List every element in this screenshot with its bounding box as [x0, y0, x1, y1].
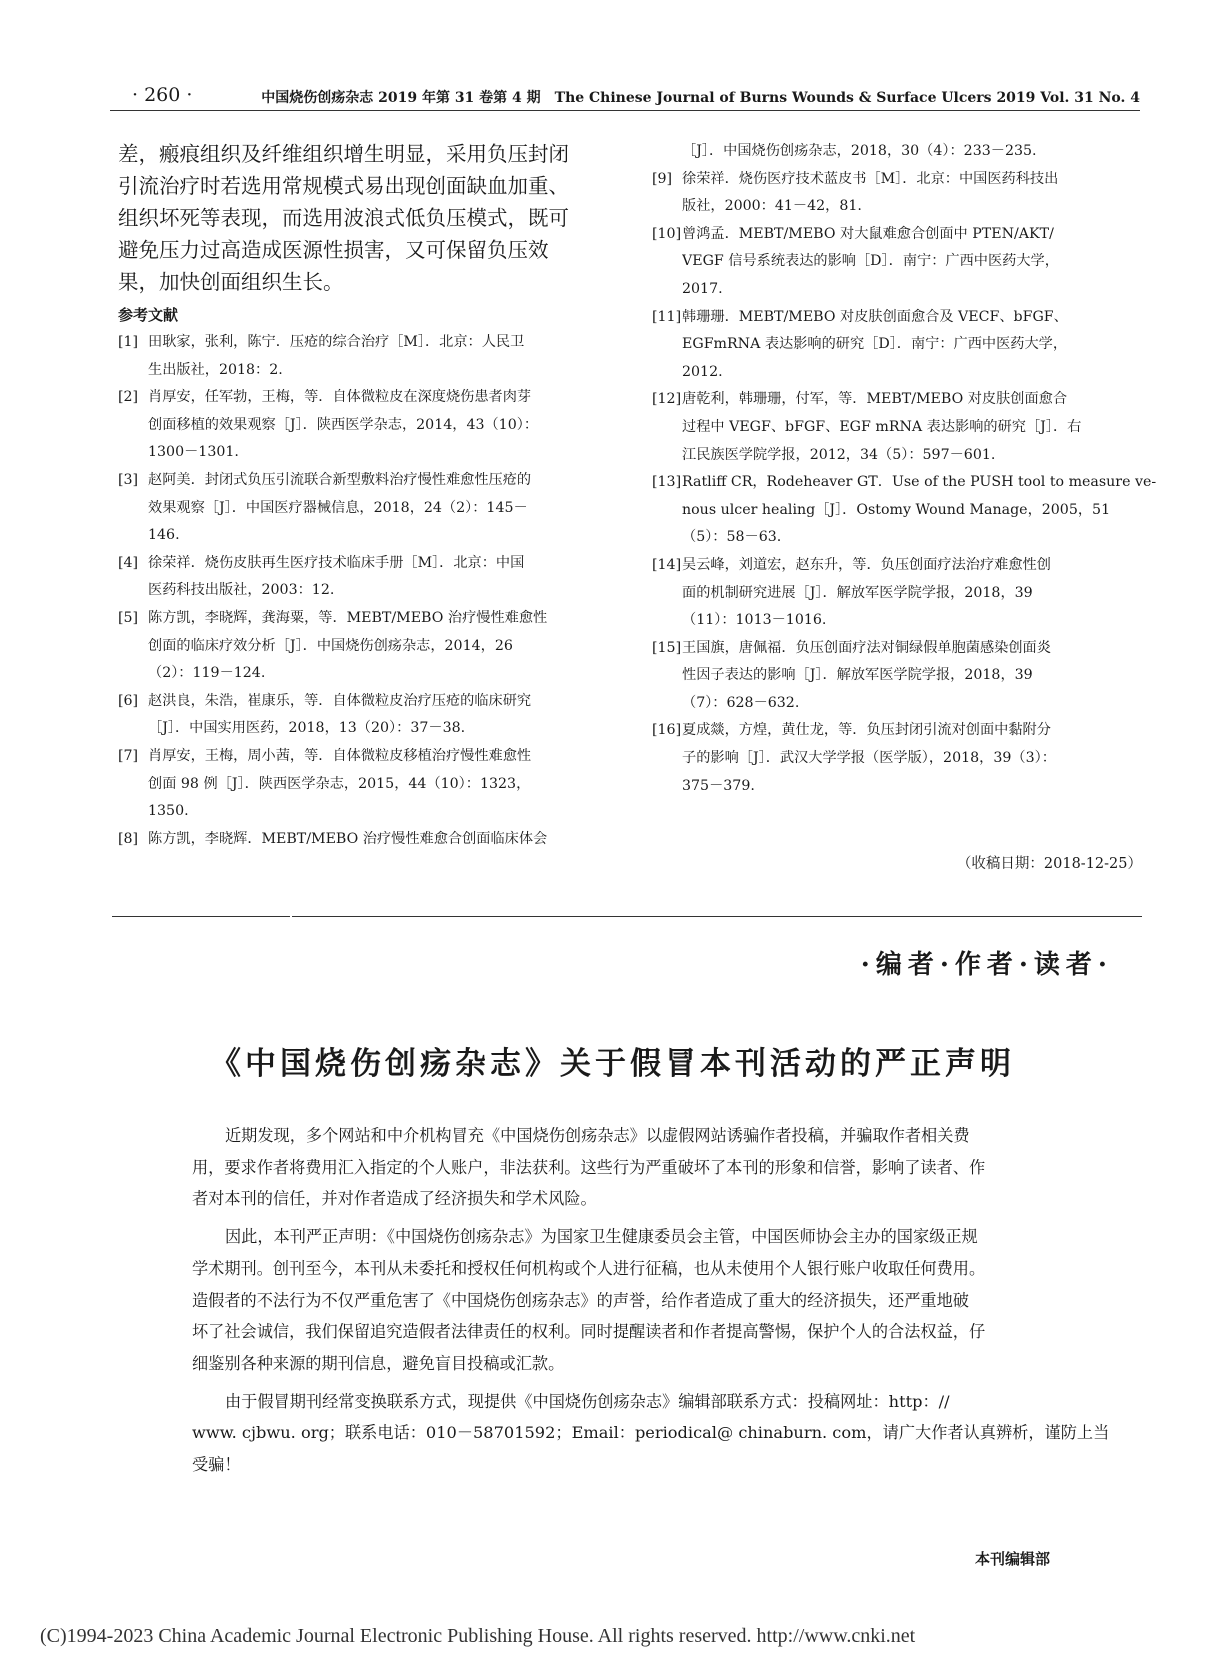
reference-line: 创面的临床疗效分析［J］．中国烧伤创疡杂志，2014，26	[148, 637, 513, 654]
reference-line: 面的机制研究进展［J］．解放军医学院学报，2018，39	[682, 584, 1033, 601]
notice-line: 者对本刊的信任，并对作者造成了经济损失和学术风险。	[192, 1189, 597, 1209]
reference-number: [14]	[652, 556, 682, 573]
reference-text	[148, 688, 608, 743]
reference-number: [5]	[118, 609, 139, 626]
notice-title: 《中国烧伤创疡杂志》关于假冒本刊活动的严正声明	[210, 1046, 1015, 1082]
reference-line: 146.	[148, 527, 180, 544]
reference-text	[682, 717, 1142, 800]
reference-number: [8]	[118, 830, 139, 847]
reference-text	[682, 469, 1156, 552]
reference-item	[118, 743, 608, 826]
notice-line: www. cjbwu. org；联系电话：010－58701592；Email：periodical@ chinaburn. com，请广大作者认真辨析，谨防上当	[192, 1423, 1110, 1443]
reference-line: 医药科技出版社，2003：12.	[148, 582, 335, 599]
reference-number: [9]	[652, 170, 673, 187]
reference-line: 陈方凯，李晓辉．MEBT/MEBO 治疗慢性难愈合创面临床体会	[148, 830, 548, 847]
notice-signature: 本刊编辑部	[974, 1550, 1050, 1568]
reference-number: [7]	[118, 747, 139, 764]
reference-number: [16]	[652, 722, 682, 739]
notice-line: 因此，本刊严正声明：《中国烧伤创疡杂志》为国家卫生健康委员会主管，中国医师协会主办的国家级正规	[225, 1227, 978, 1247]
reference-line: 版社，2000：41－42，81.	[682, 198, 862, 215]
reference-text	[148, 467, 608, 550]
reference-number: [15]	[652, 639, 682, 656]
notice-line: 近期发现，多个网站和中介机构冒充《中国烧伤创疡杂志》以虚假网站诱骗作者投稿，并骗取作者相关费	[225, 1126, 970, 1145]
journal-running-title: 中国烧伤创疡杂志 2019 年第 31 卷第 4 期 The Chinese Journal of Burns Wounds & Surface Ulcers 2019 Vol. 31 No. 4	[261, 90, 1140, 106]
reference-item	[652, 717, 1142, 800]
reference-line: 韩珊珊．MEBT/MEBO 对皮肤创面愈合及 VECF、bFGF、	[682, 308, 1068, 325]
copyright-footer: (C)1994-2023 China Academic Journal Electronic Publishing House. All rights reserved. http://www.cnki.net	[40, 1625, 916, 1647]
reference-text	[682, 166, 1142, 221]
notice-line: 学术期刊。创刊至今，本刊从未委托和授权任何机构或个人进行征稿，也从未使用个人银行账户收取任何费用。	[192, 1258, 986, 1278]
reference-line: 375－379.	[682, 777, 755, 794]
reference-text	[148, 384, 608, 467]
reference-item	[652, 166, 1142, 221]
reference-8-continuation: ［J］．中国烧伤创疡杂志，2018，30（4）：233－235.	[682, 143, 1037, 159]
reference-line: 过程中 VEGF、bFGF、EGF mRNA 表达影响的研究［J］．右	[682, 418, 1082, 435]
separator-rule	[292, 916, 1142, 917]
page-header	[110, 80, 1140, 110]
body-paragraph	[118, 138, 608, 298]
notice-line: 受骗！	[192, 1455, 241, 1475]
reference-item	[118, 467, 608, 550]
reference-item	[118, 605, 608, 688]
reference-text	[148, 826, 608, 854]
reference-item	[118, 384, 608, 467]
reference-line: 赵洪良，朱浩，崔康乐，等．自体微粒皮治疗压疮的临床研究	[148, 692, 532, 709]
reference-item	[118, 826, 608, 854]
reference-line: EGFmRNA 表达影响的研究［D］．南宁：广西中医药大学，	[682, 336, 1068, 353]
reference-number: [3]	[118, 471, 139, 488]
reference-line: 生出版社，2018：2.	[148, 361, 283, 378]
received-date: （收稿日期：2018-12-25）	[956, 856, 1142, 872]
reference-line: 吴云峰，刘道宏，赵东升，等．负压创面疗法治疗难愈性创	[682, 556, 1051, 573]
reference-line: 江民族医学院学报，2012，34（5）：597－601.	[682, 446, 996, 463]
notice-body	[192, 1120, 1110, 1487]
reference-text	[682, 304, 1142, 387]
reference-item	[652, 469, 1157, 552]
reference-text	[682, 221, 1142, 304]
body-line: 差，瘢痕组织及纤维组织增生明显，采用负压封闭	[118, 142, 569, 166]
reference-line: （11）：1013－1016.	[682, 612, 827, 629]
body-line: 果，加快创面组织生长。	[118, 270, 344, 294]
reference-line: 曾鸿孟．MEBT/MEBO 对大鼠难愈合创面中 PTEN/AKT/	[682, 225, 1054, 242]
reference-item	[652, 552, 1142, 635]
reference-item	[652, 304, 1142, 387]
notice-line: 由于假冒期刊经常变换联系方式，现提供《中国烧伤创疡杂志》编辑部联系方式：投稿网址：http：//	[225, 1391, 950, 1411]
reference-text	[148, 605, 608, 688]
separator-rule	[112, 916, 290, 917]
header-rule	[110, 110, 1140, 111]
reference-item	[118, 688, 608, 743]
reference-line: 赵阿美．封闭式负压引流联合新型敷料治疗慢性难愈性压疮的	[148, 471, 532, 488]
right-column	[652, 138, 1157, 800]
reference-number: [11]	[652, 308, 682, 325]
section-tag: ·编者·作者·读者·	[860, 950, 1113, 980]
reference-line: （2）：119－124.	[148, 665, 266, 682]
reference-line: 2017.	[682, 280, 723, 297]
body-line: 组织坏死等表现，而选用波浪式低负压模式，既可	[118, 206, 569, 230]
reference-number: [10]	[652, 225, 682, 242]
body-line: 避免压力过高造成医源性损害，又可保留负压效	[118, 238, 549, 262]
reference-text	[148, 550, 608, 605]
reference-text	[682, 386, 1142, 469]
reference-line: 徐荣祥．烧伤医疗技术蓝皮书［M］．北京：中国医药科技出	[682, 170, 1059, 187]
reference-item	[652, 221, 1142, 304]
reference-line: 田耿家，张利，陈宁．压疮的综合治疗［M］．北京：人民卫	[148, 334, 525, 350]
reference-line: 创面移植的效果观察［J］．陕西医学杂志，2014，43（10）：	[148, 416, 539, 433]
reference-line: 徐荣祥．烧伤皮肤再生医疗技术临床手册［M］．北京：中国	[148, 554, 525, 571]
reference-number: [12]	[652, 391, 682, 408]
reference-line: 创面 98 例［J］．陕西医学杂志，2015，44（10）：1323，	[148, 775, 531, 792]
reference-text	[148, 329, 608, 384]
reference-item	[652, 635, 1142, 718]
notice-paragraph	[192, 1386, 1110, 1481]
reference-line: Ratliff CR，Rodeheaver GT．Use of the PUSH tool to measure ve-	[682, 474, 1157, 491]
reference-line: 唐乾利，韩珊珊，付军，等．MEBT/MEBO 对皮肤创面愈合	[682, 391, 1068, 408]
notice-paragraph	[192, 1120, 1104, 1215]
reference-line: （7）：628－632.	[682, 694, 800, 711]
body-line: 引流治疗时若选用常规模式易出现创面缺血加重、	[118, 174, 569, 198]
page-number: · 260 ·	[132, 84, 193, 106]
reference-line: 夏成燚，方煌，黄仕龙，等．负压封闭引流对创面中黏附分	[682, 722, 1051, 739]
reference-line: 肖厚安，任军勃，王梅，等．自体微粒皮在深度烧伤患者肉芽	[148, 389, 532, 406]
reference-text	[682, 552, 1142, 635]
reference-line: 效果观察［J］．中国医疗器械信息，2018，24（2）：145－	[148, 499, 528, 516]
reference-line: 王国旗，唐佩福．负压创面疗法对铜绿假单胞菌感染创面炎	[682, 639, 1051, 656]
reference-line: 性因子表达的影响［J］．解放军医学院学报，2018，39	[682, 667, 1033, 684]
reference-item	[652, 386, 1142, 469]
reference-line: ［J］．中国实用医药，2018，13（20）：37－38.	[148, 720, 466, 737]
notice-line: 坏了社会诚信，我们保留追究造假者法律责任的权利。同时提醒读者和作者提高警惕，保护个人的合法权益，仔	[192, 1322, 986, 1342]
reference-text	[148, 743, 608, 826]
notice-line: 细鉴别各种来源的期刊信息，避免盲目投稿或汇款。	[192, 1353, 565, 1373]
reference-number: [1]	[118, 334, 139, 350]
reference-item	[118, 550, 608, 605]
reference-line: 2012.	[682, 363, 723, 380]
reference-text	[682, 635, 1142, 718]
reference-number: [6]	[118, 692, 139, 709]
references-list-left	[118, 329, 608, 853]
reference-number: [2]	[118, 389, 139, 406]
reference-number: [13]	[652, 474, 682, 491]
reference-line: nous ulcer healing［J］．Ostomy Wound Manage，2005，51	[682, 501, 1111, 518]
reference-line: VEGF 信号系统表达的影响［D］．南宁：广西中医药大学，	[682, 253, 1059, 270]
notice-line: 用，要求作者将费用汇入指定的个人账户，非法获利。这些行为严重破坏了本刊的形象和信誉，影响了读者、作	[192, 1157, 986, 1177]
notice-line: 造假者的不法行为不仅严重危害了《中国烧伤创疡杂志》的声誉，给作者造成了重大的经济损失，还严重地破	[192, 1290, 969, 1310]
reference-line: 陈方凯，李晓辉，龚海粟，等．MEBT/MEBO 治疗慢性难愈性	[148, 609, 548, 626]
reference-line: 子的影响［J］．武汉大学学报（医学版），2018，39（3）：	[682, 750, 1056, 767]
references-list-right	[652, 166, 1157, 801]
references-heading: 参考文献	[118, 306, 179, 324]
notice-paragraph	[192, 1221, 1104, 1380]
left-column	[118, 138, 608, 853]
reference-number: [4]	[118, 554, 139, 571]
reference-line: 肖厚安，王梅，周小茜，等．自体微粒皮移植治疗慢性难愈性	[148, 747, 532, 764]
reference-item	[118, 329, 608, 384]
reference-line: （5）：58－63.	[682, 529, 782, 546]
reference-line: 1300－1301.	[148, 444, 239, 461]
reference-line: 1350.	[148, 803, 189, 820]
